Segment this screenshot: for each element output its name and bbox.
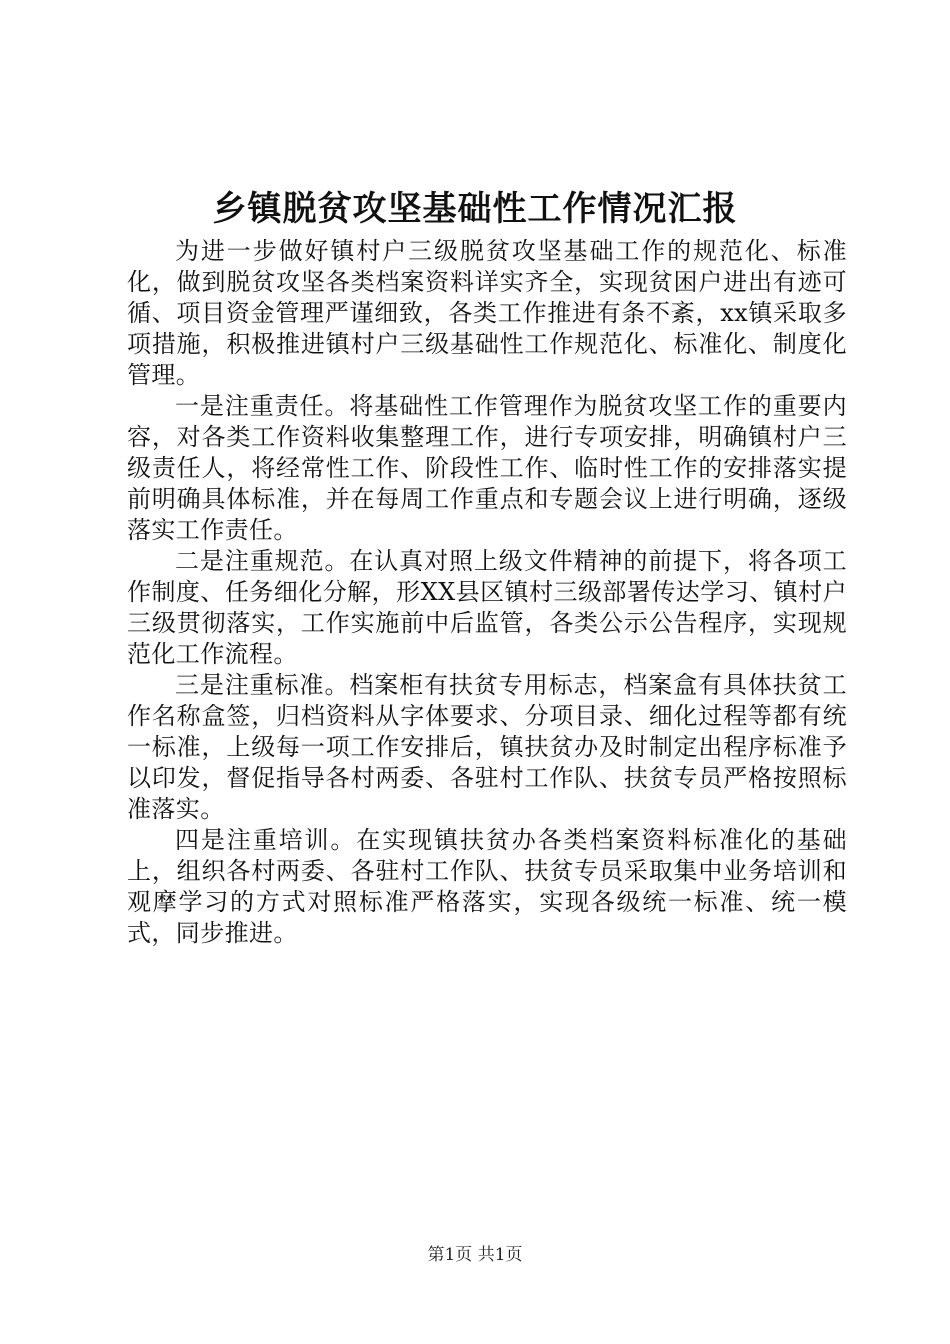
paragraph-intro: 为进一步做好镇村户三级脱贫攻坚基础工作的规范化、标准化，做到脱贫攻坚各类档案资料详实齐全，实现贫困户进出有迹可循、项目资金管理严谨细致，各类工作推进有条不紊，xx镇采取多项措施，积极推进镇村户三级基础性工作规范化、标准化、制度化管理。 bbox=[127, 237, 847, 389]
paragraph-standardization: 二是注重规范。在认真对照上级文件精神的前提下，将各项工作制度、任务细化分解，形XX县区镇村三级部署传达学习、镇村户三级贯彻落实，工作实施前中后监管，各类公示公告程序，实现规范化工作流程。 bbox=[127, 547, 847, 668]
document-body bbox=[127, 236, 847, 949]
page-footer: 第1页 共1页 bbox=[427, 1245, 523, 1265]
document-title: 乡镇脱贫攻坚基础性工作情况汇报 bbox=[212, 189, 738, 229]
paragraph-training: 四是注重培训。在实现镇扶贫办各类档案资料标准化的基础上，组织各村两委、各驻村工作队、扶贫专员采取集中业务培训和观摩学习的方式对照标准严格落实，实现各级统一标准、统一模式，同步推进。 bbox=[127, 826, 847, 947]
paragraph-responsibility: 一是注重责任。将基础性工作管理作为脱贫攻坚工作的重要内容，对各类工作资料收集整理工作，进行专项安排，明确镇村户三级责任人，将经常性工作、阶段性工作、临时性工作的安排落实提前明确具体标准，并在每周工作重点和专题会议上进行明确，逐级落实工作责任。 bbox=[127, 392, 847, 544]
paragraph-standards: 三是注重标准。档案柜有扶贫专用标志，档案盒有具体扶贫工作名称盒签，归档资料从字体要求、分项目录、细化过程等都有统一标准，上级每一项工作安排后，镇扶贫办及时制定出程序标准予以印发，督促指导各村两委、各驻村工作队、扶贫专员严格按照标准落实。 bbox=[127, 671, 847, 823]
